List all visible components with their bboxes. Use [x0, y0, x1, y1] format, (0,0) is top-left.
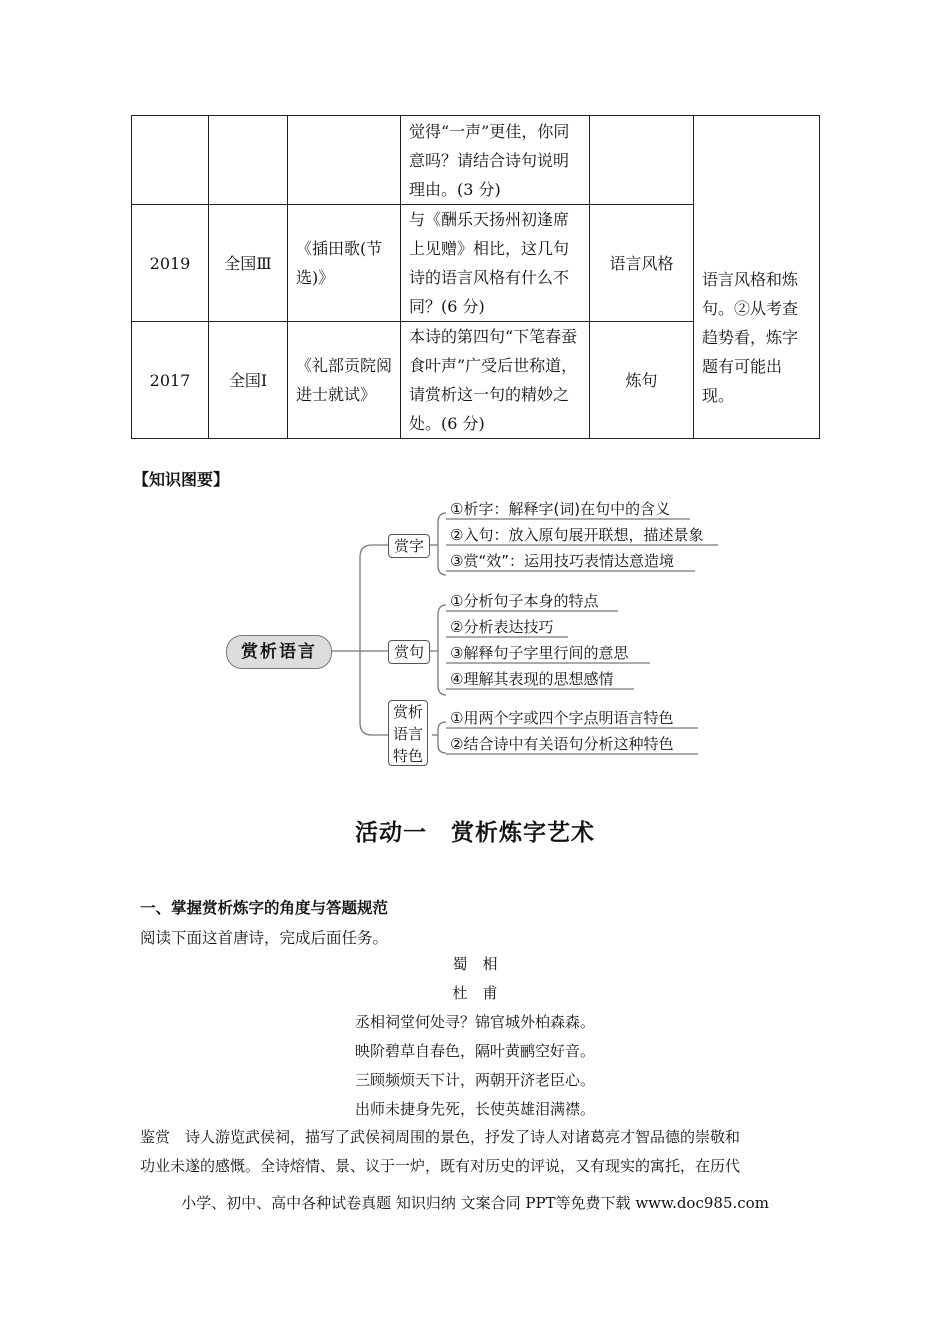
mindmap-item: ④理解其表现的思想感情: [450, 670, 614, 688]
page-footer: 小学、初中、高中各种试卷真题 知识归纳 文案合同 PPT等免费下载 www.doc985.com: [181, 1194, 769, 1212]
mindmap-branch-char: 赏字: [388, 534, 430, 558]
appreciation-line: 鉴赏 诗人游览武侯祠，描写了武侯祠周围的景色，抒发了诗人对诸葛亮才智品德的崇敬和: [140, 1128, 741, 1146]
mindmap: [220, 490, 740, 770]
instruction-text: 阅读下面这首唐诗，完成后面任务。: [140, 929, 389, 947]
year-cell: 2017: [132, 322, 209, 439]
mindmap-item: ③赏“效”：运用技巧表情达意造境: [450, 552, 674, 570]
poem-line: 映阶碧草自春色，隔叶黄鹂空好音。: [354, 1042, 595, 1060]
region-cell: 全国Ⅲ: [209, 205, 288, 322]
poem-cell: [288, 116, 401, 205]
region-cell: 全国Ⅰ: [209, 322, 288, 439]
section-title: 一、掌握赏析炼字的角度与答题规范: [140, 899, 389, 917]
poem-line: 三顾频烦天下计，两朝开济老臣心。: [354, 1071, 595, 1089]
exam-table: [131, 115, 820, 439]
question-cell: 觉得“一声”更佳，你同意吗？请结合诗句说明理由。(3 分): [401, 116, 590, 205]
mindmap-branch-sentence: 赏句: [388, 640, 430, 664]
activity-title: 活动一 赏析炼字艺术: [355, 820, 595, 846]
mindmap-item: ③解释句子字里行间的意思: [450, 644, 629, 662]
point-cell: [590, 116, 694, 205]
year-cell: [132, 116, 209, 205]
poem-cell: 《插田歌(节选)》: [288, 205, 401, 322]
poem-title: 蜀 相: [452, 955, 498, 973]
year-cell: 2019: [132, 205, 209, 322]
question-cell: 本诗的第四句“下笔春蚕食叶声”广受后世称道，请赏析这一句的精妙之处。(6 分): [401, 322, 590, 439]
mindmap-branch-style: 赏析语言特色: [388, 700, 428, 766]
poem-line: 丞相祠堂何处寻？锦官城外柏森森。: [354, 1013, 595, 1031]
mindmap-item: ②结合诗中有关语句分析这种特色: [450, 735, 674, 753]
appreciation-line: 功业未遂的感慨。全诗熔情、景、议于一炉，既有对历史的评说，又有现实的寓托，在历代: [140, 1157, 741, 1175]
note-cell: 语言风格和炼句。②从考查趋势看，炼字题有可能出现。: [694, 116, 820, 439]
poem-cell: 《礼部贡院阅进士就试》: [288, 322, 401, 439]
mindmap-root: 赏析语言: [226, 635, 332, 669]
mindmap-item: ①用两个字或四个字点明语言特色: [450, 709, 674, 727]
mindmap-item: ②分析表达技巧: [450, 618, 554, 636]
region-cell: [209, 116, 288, 205]
question-cell: 与《酬乐天扬州初逢席上见赠》相比，这几句诗的语言风格有什么不同？(6 分): [401, 205, 590, 322]
knowledge-label: 【知识图要】: [133, 470, 230, 489]
table-row: [132, 116, 820, 205]
mindmap-item: ①析字：解释字(词)在句中的含义: [450, 500, 671, 518]
point-cell: 语言风格: [590, 205, 694, 322]
poem-line: 出师未捷身先死，长使英雄泪满襟。: [354, 1100, 595, 1118]
mindmap-item: ①分析句子本身的特点: [450, 592, 599, 610]
mindmap-item: ②入句：放入原句展开联想，描述景象: [450, 526, 704, 544]
poem-author: 杜 甫: [452, 984, 498, 1002]
point-cell: 炼句: [590, 322, 694, 439]
